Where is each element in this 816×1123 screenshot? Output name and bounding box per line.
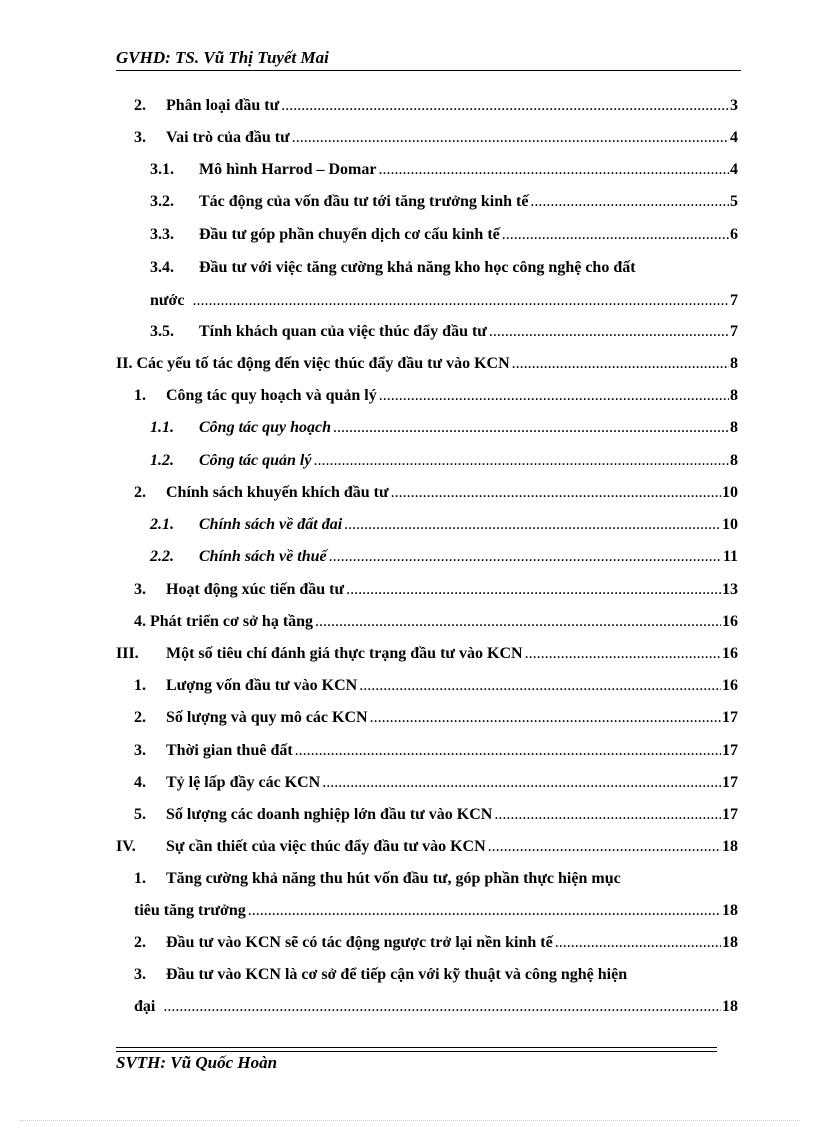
toc-page: 16 [722, 613, 738, 630]
toc-title: Vai trò của đầu tư [166, 129, 290, 146]
toc-entry[interactable] [134, 932, 738, 954]
toc-entry[interactable] [150, 546, 738, 568]
toc-entry[interactable] [150, 514, 738, 536]
toc-number: 3. [134, 966, 146, 983]
toc-number: 3.3. [150, 226, 174, 243]
toc-number: 2. [134, 934, 146, 951]
toc-page: 11 [722, 548, 738, 565]
toc-title: Hoạt động xúc tiến đầu tư [166, 581, 345, 598]
toc-entry[interactable] [134, 964, 627, 986]
toc-number: 3.1. [150, 161, 174, 178]
toc-leader [322, 772, 721, 794]
toc-leader [378, 159, 729, 181]
toc-number: 4. [134, 774, 146, 791]
toc-page: 7 [730, 292, 738, 309]
toc-number: 1.2. [150, 452, 174, 469]
toc-number: III. [116, 645, 139, 662]
toc-page: 17 [722, 774, 738, 791]
toc-leader [315, 611, 721, 633]
toc-number: 1. [134, 870, 146, 887]
toc-leader [370, 707, 721, 729]
page-bottom-border [20, 1120, 800, 1121]
toc-number: 2.1. [150, 516, 174, 533]
toc-leader [530, 191, 729, 213]
toc-entry-continuation[interactable] [150, 290, 738, 312]
toc-number: 4. [134, 613, 146, 630]
toc-entry[interactable] [134, 675, 738, 697]
toc-leader [379, 385, 729, 407]
toc-page: 5 [730, 193, 738, 210]
toc-leader [391, 482, 721, 504]
toc-number: 1. [134, 677, 146, 694]
toc-leader [488, 836, 721, 858]
toc-title: Các yếu tố tác động đến việc thúc đẩy đầu tư vào KCN [136, 355, 510, 372]
toc-number: 2. [134, 709, 146, 726]
toc-entry[interactable] [134, 772, 738, 794]
toc-number: 5. [134, 806, 146, 823]
page-header: GVHD: TS. Vũ Thị Tuyết Mai [116, 48, 329, 67]
toc-number: 1. [134, 387, 146, 404]
toc-leader [512, 353, 729, 375]
toc-number: 3.4. [150, 259, 174, 276]
toc-title: Chính sách khuyến khích đầu tư [166, 484, 389, 501]
toc-leader [248, 900, 721, 922]
toc-entry-continuation[interactable] [134, 996, 738, 1018]
toc-page: 18 [722, 934, 738, 951]
toc-page: 4 [730, 161, 738, 178]
toc-number: 1.1. [150, 419, 174, 436]
toc-page: 8 [730, 452, 738, 469]
toc-title: Sự cần thiết của việc thúc đẩy đầu tư vào KCN [166, 838, 486, 855]
toc-title: Một số tiêu chí đánh giá thực trạng đầu tư vào KCN [166, 645, 523, 662]
toc-title: Công tác quản lý [199, 452, 312, 469]
toc-page: 4 [730, 129, 738, 146]
toc-title-continuation: tiêu tăng trưởng [134, 902, 246, 919]
toc-title-continuation: đại [134, 998, 156, 1015]
toc-entry[interactable] [134, 95, 738, 117]
toc-page: 3 [730, 97, 738, 114]
toc-title: Số lượng các doanh nghiệp lớn đầu tư vào KCN [166, 806, 493, 823]
toc-title: Công tác quy hoạch và quản lý [166, 387, 377, 404]
footer-rule [116, 1051, 717, 1052]
toc-page: 17 [722, 709, 738, 726]
toc-page: 13 [722, 581, 738, 598]
toc-entry[interactable] [134, 482, 738, 504]
toc-title: Đầu tư vào KCN sẽ có tác động ngược trở lại nền kinh tế [166, 934, 553, 951]
toc-leader [346, 579, 721, 601]
toc-leader [555, 932, 721, 954]
toc-entry[interactable] [134, 740, 738, 762]
toc-page: 10 [722, 484, 738, 501]
toc-number: 2. [134, 484, 146, 501]
toc-entry[interactable] [150, 257, 636, 279]
toc-entry[interactable] [150, 417, 738, 439]
toc-leader [525, 643, 721, 665]
toc-title: Lượng vốn đầu tư vào KCN [166, 677, 358, 694]
toc-page: 8 [730, 419, 738, 436]
toc-title: Phân loại đầu tư [166, 97, 280, 114]
toc-leader [344, 514, 721, 536]
toc-entry[interactable] [134, 707, 738, 729]
toc-title: Mô hình Harrod – Domar [199, 161, 377, 178]
toc-entry[interactable] [134, 127, 738, 149]
toc-page: 8 [730, 387, 738, 404]
toc-entry[interactable] [150, 159, 738, 181]
toc-leader [163, 996, 721, 1018]
toc-entry[interactable] [134, 804, 738, 826]
toc-leader [333, 417, 729, 439]
toc-title: Thời gian thuê đất [166, 742, 293, 759]
toc-entry[interactable] [116, 836, 738, 858]
toc-title: Công tác quy hoạch [199, 419, 332, 436]
toc-entry-continuation[interactable] [134, 900, 738, 922]
toc-number: II. [116, 355, 133, 372]
toc-number: 3.2. [150, 193, 174, 210]
toc-title: Phát triển cơ sở hạ tầng [150, 613, 314, 630]
toc-title: Tăng cường khả năng thu hút vốn đầu tư, góp phần thực hiện mục [166, 870, 621, 887]
toc-entry[interactable] [134, 868, 621, 890]
toc-entry[interactable] [150, 450, 738, 472]
toc-leader [359, 675, 721, 697]
toc-number: IV. [116, 838, 136, 855]
toc-entry[interactable] [150, 224, 738, 246]
toc-number: 3. [134, 742, 146, 759]
toc-leader [329, 546, 722, 568]
toc-page: 18 [722, 998, 738, 1015]
toc-title: Chính sách về thuế [199, 548, 327, 565]
toc-number: 2.2. [150, 548, 174, 565]
toc-leader [313, 450, 729, 472]
page-footer: SVTH: Vũ Quốc Hoàn [116, 1053, 278, 1072]
toc-leader [489, 321, 729, 343]
toc-number: 3.5. [150, 323, 174, 340]
toc-page: 16 [722, 677, 738, 694]
toc-entry[interactable] [134, 611, 738, 633]
toc-entry[interactable] [134, 385, 738, 407]
toc-title: Đầu tư góp phần chuyển dịch cơ cấu kinh tế [199, 226, 500, 243]
toc-entry[interactable] [116, 353, 738, 375]
toc-title-continuation: nước [150, 292, 185, 309]
toc-page: 17 [722, 742, 738, 759]
toc-page: 8 [730, 355, 738, 372]
toc-title: Tác động của vốn đầu tư tới tăng trưởng kinh tế [199, 193, 529, 210]
toc-title: Đầu tư vào KCN là cơ sở để tiếp cận với kỹ thuật và công nghệ hiện [166, 966, 628, 983]
toc-page: 10 [722, 516, 738, 533]
toc-leader [281, 95, 729, 117]
toc-entry[interactable] [150, 191, 738, 213]
toc-entry[interactable] [116, 643, 738, 665]
toc-number: 3. [134, 581, 146, 598]
toc-leader [494, 804, 721, 826]
toc-leader [192, 290, 729, 312]
toc-page: 16 [722, 645, 738, 662]
toc-entry[interactable] [150, 321, 738, 343]
toc-page: 17 [722, 806, 738, 823]
toc-title: Số lượng và quy mô các KCN [166, 709, 368, 726]
toc-number: 2. [134, 97, 146, 114]
toc-title: Chính sách về đất đai [199, 516, 343, 533]
toc-title: Tính khách quan của việc thúc đẩy đầu tư [199, 323, 487, 340]
header-rule [116, 70, 741, 71]
toc-leader [292, 127, 729, 149]
toc-leader [295, 740, 721, 762]
toc-number: 3. [134, 129, 146, 146]
toc-page: 18 [722, 838, 738, 855]
toc-page: 7 [730, 323, 738, 340]
toc-leader [502, 224, 729, 246]
toc-page: 18 [722, 902, 738, 919]
toc-entry[interactable] [134, 579, 738, 601]
toc-page: 6 [730, 226, 738, 243]
footer-rule [116, 1047, 717, 1048]
toc-title: Đầu tư với việc tăng cường khả năng kho học công nghệ cho đất [199, 259, 636, 276]
toc-title: Tỷ lệ lấp đầy các KCN [166, 774, 321, 791]
